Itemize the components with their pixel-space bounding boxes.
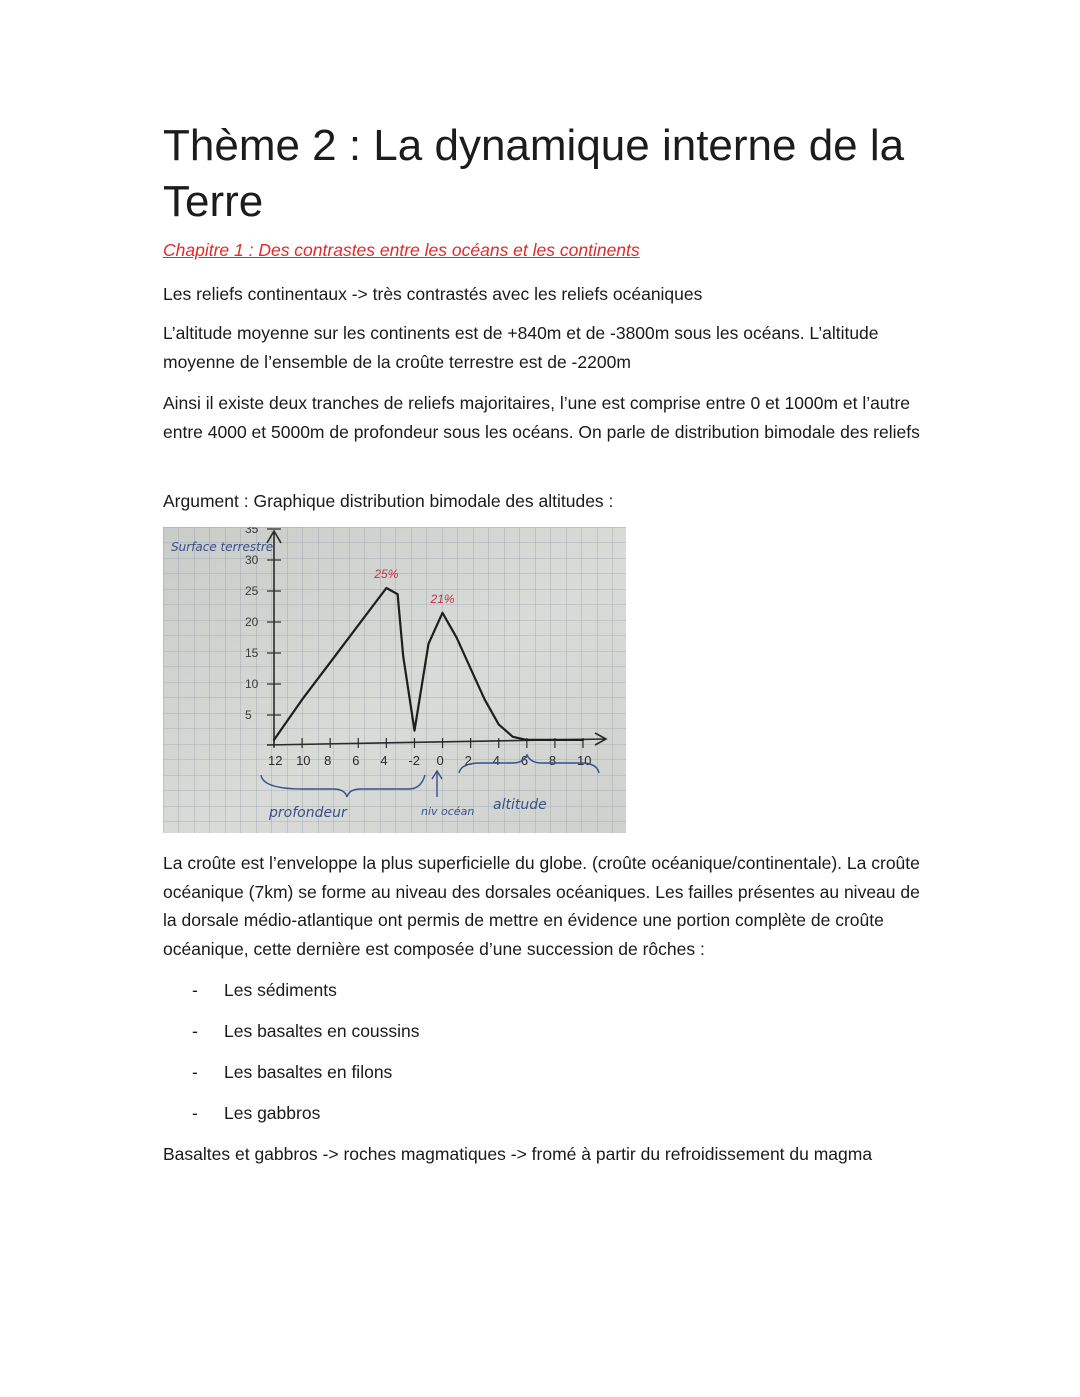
x-tick-label: 6 xyxy=(352,753,360,768)
x-tick-label: 4 xyxy=(492,753,500,768)
y-tick-label: 30 xyxy=(245,553,259,567)
chapter-heading: Chapitre 1 : Des contrastes entre les océans et les continents xyxy=(163,240,640,260)
y-tick-label: 20 xyxy=(245,615,259,629)
y-axis-label: Surface terrestre xyxy=(171,540,274,554)
x-tick-label: 8 xyxy=(548,753,557,768)
x-label-profondeur: profondeur xyxy=(269,805,347,821)
paragraph-2: L’altitude moyenne sur les continents est de +840m et de -3800m sous les océans. L’altitude moyenne de l’ensemble de la croûte terrestre est de -2200m xyxy=(163,323,879,372)
x-tick-label: 8 xyxy=(324,753,332,768)
x-tick-label: 10 xyxy=(577,753,592,768)
y-tick-label: 5 xyxy=(245,708,252,722)
peak-annotation: 25% xyxy=(374,567,399,581)
x-label-altitude: altitude xyxy=(493,797,547,813)
x-tick-label: 6 xyxy=(520,753,529,768)
handwritten-chart-photo xyxy=(163,527,626,833)
x-tick-label: 10 xyxy=(296,753,311,768)
paragraph-3: Ainsi il existe deux tranches de reliefs majoritaires, l’une est comprise entre 0 et 1000m et l’autre entre 4000 et 5000m de profondeur sous les océans. On parle de distribution bimodale des reliefs xyxy=(163,393,920,442)
x-tick-label: 2 xyxy=(464,753,472,768)
paragraph-argument: Argument : Graphique distribution bimodale des altitudes : xyxy=(163,491,614,511)
y-tick-label: 10 xyxy=(245,677,259,691)
paragraph-croute: La croûte est l’enveloppe la plus superficielle du globe. (croûte océanique/continentale). La croûte océanique (7km) se forme au niveau des dorsales océaniques. Les failles présentes au niveau de la dorsale médio-atlantique ont permis de mettre en évidence une portion complète de croûte océanique, cette dernière est composée d’une succession de rôches : xyxy=(163,853,920,959)
closing-paragraph: Basaltes et gabbros -> roches magmatiques -> fromé à partir du refroidissement du magma xyxy=(163,1144,873,1164)
x-tick-label: 12 xyxy=(268,753,283,768)
x-tick-label: 0 xyxy=(436,753,444,768)
paragraph-1: Les reliefs continentaux -> très contrastés avec les reliefs océaniques xyxy=(163,284,703,304)
x-tick-label: -2 xyxy=(408,753,421,768)
x-label-niv-ocean: niv océan xyxy=(421,805,475,818)
y-tick-label: 25 xyxy=(245,584,259,598)
x-tick-label: 4 xyxy=(380,753,388,768)
y-tick-label: 15 xyxy=(245,646,259,660)
peak-annotation: 21% xyxy=(430,591,455,606)
page-title: Thème 2 : La dynamique interne de la Terre xyxy=(163,121,905,226)
y-tick-label: 35 xyxy=(245,527,259,536)
